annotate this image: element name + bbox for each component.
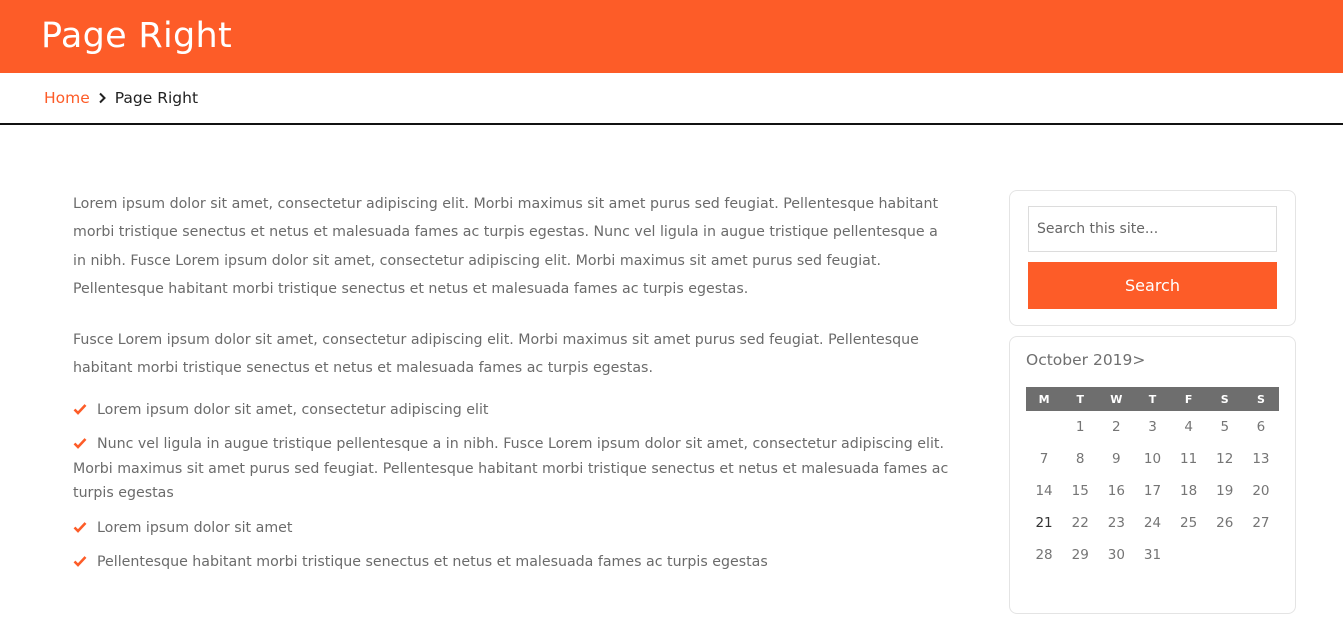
calendar-day: 30 (1107, 547, 1125, 563)
calendar-day: 1 (1075, 419, 1085, 435)
calendar-day: 13 (1252, 451, 1270, 467)
calendar-day: 20 (1252, 483, 1270, 499)
list-item-text: Lorem ipsum dolor sit amet (97, 519, 293, 536)
calendar-week-row (1026, 539, 1279, 571)
calendar-day: 9 (1112, 451, 1121, 467)
calendar-weekday-row (1026, 387, 1279, 411)
chevron-right-icon (94, 90, 110, 106)
calendar-day: 23 (1107, 515, 1125, 531)
calendar-day: 18 (1180, 483, 1198, 499)
breadcrumb-current: Page Right (114, 89, 199, 107)
calendar-week-row (1026, 475, 1279, 507)
weekday-header: F (1171, 387, 1207, 411)
calendar-day: 19 (1216, 483, 1234, 499)
weekday-header: T (1062, 387, 1098, 411)
breadcrumb (44, 87, 198, 109)
calendar-widget (1009, 336, 1296, 614)
calendar-day (1026, 411, 1062, 443)
page-header (0, 0, 1343, 73)
list-item (73, 516, 953, 541)
list-item (73, 550, 953, 575)
calendar-day: 15 (1071, 483, 1089, 499)
calendar-day: 26 (1216, 515, 1234, 531)
search-input[interactable] (1028, 206, 1277, 252)
list-item-text: Pellentesque habitant morbi tristique senectus et netus et malesuada fames ac turpis egestas (97, 554, 768, 571)
calendar-day (1243, 539, 1279, 571)
calendar-day: 31 (1143, 547, 1162, 563)
check-icon (73, 437, 87, 449)
check-icon (73, 521, 87, 533)
page-title: Page Right (41, 16, 233, 56)
main-content (73, 190, 953, 585)
calendar-day: 11 (1180, 451, 1198, 467)
calendar-day: 17 (1143, 483, 1162, 499)
breadcrumb-home-link[interactable]: Home (44, 89, 90, 107)
list-item (73, 398, 953, 423)
list-item (73, 432, 953, 506)
calendar-day: 4 (1184, 419, 1193, 435)
calendar-day: 6 (1256, 419, 1266, 435)
calendar-day: 27 (1252, 515, 1270, 531)
calendar-day: 8 (1075, 451, 1085, 467)
calendar-day: 2 (1112, 419, 1121, 435)
weekday-header: S (1207, 387, 1243, 411)
calendar-week-row (1026, 411, 1279, 443)
calendar-day: 5 (1220, 419, 1230, 435)
calendar-day: 10 (1143, 451, 1162, 467)
search-button[interactable]: Search (1028, 262, 1277, 309)
list-item-text: Lorem ipsum dolor sit amet, consectetur adipiscing elit (97, 401, 489, 418)
feature-list (73, 398, 953, 575)
content-paragraph: Fusce Lorem ipsum dolor sit amet, consectetur adipiscing elit. Morbi maximus sit amet purus sed feugiat. Pellentesque habitant morbi tristique senectus et netus et malesuada fames ac turpis egestas. (73, 332, 919, 377)
calendar-day: 22 (1071, 515, 1089, 531)
weekday-header: W (1098, 387, 1134, 411)
search-widget (1009, 190, 1296, 326)
content-paragraph: Lorem ipsum dolor sit amet, consectetur adipiscing elit. Morbi maximus sit amet purus sed feugiat. Pellentesque habitant morbi tristique senectus et netus et malesuada fames ac turpis egestas. Nunc vel ligula in augue tristique pellentesque a in nibh. Fusce Lorem ipsum dolor sit amet, consectetur adipiscing elit. Morbi maximus sit amet purus sed feugiat. Pellentesque habitant morbi tristique senectus et netus et malesuada fames ac turpis egestas. (73, 196, 939, 297)
calendar-week-row (1026, 443, 1279, 475)
calendar-table (1026, 387, 1279, 571)
calendar-day (1207, 539, 1243, 571)
calendar-day (1171, 539, 1207, 571)
calendar-day: 16 (1107, 483, 1125, 499)
calendar-day: 24 (1143, 515, 1162, 531)
check-icon (73, 555, 87, 567)
calendar-day: 28 (1035, 547, 1053, 563)
calendar-day-today: 21 (1035, 515, 1053, 531)
calendar-day: 12 (1216, 451, 1234, 467)
calendar-day: 14 (1035, 483, 1053, 499)
list-item-text: Nunc vel ligula in augue tristique pellentesque a in nibh. Fusce Lorem ipsum dolor sit amet, consectetur adipiscing elit. Morbi maximus sit amet purus sed feugiat. Pellentesque habitant morbi tristique senectus et netus et malesuada fames ac turpis egestas (73, 436, 949, 502)
header-divider (0, 123, 1343, 125)
weekday-header: S (1243, 387, 1279, 411)
check-icon (73, 403, 87, 415)
calendar-caption[interactable]: October 2019> (1026, 351, 1146, 369)
calendar-day: 7 (1039, 451, 1049, 467)
calendar-day: 29 (1071, 547, 1089, 563)
calendar-day: 25 (1180, 515, 1198, 531)
calendar-week-row (1026, 507, 1279, 539)
weekday-header: M (1026, 387, 1062, 411)
calendar-day: 3 (1148, 419, 1157, 435)
weekday-header: T (1134, 387, 1170, 411)
